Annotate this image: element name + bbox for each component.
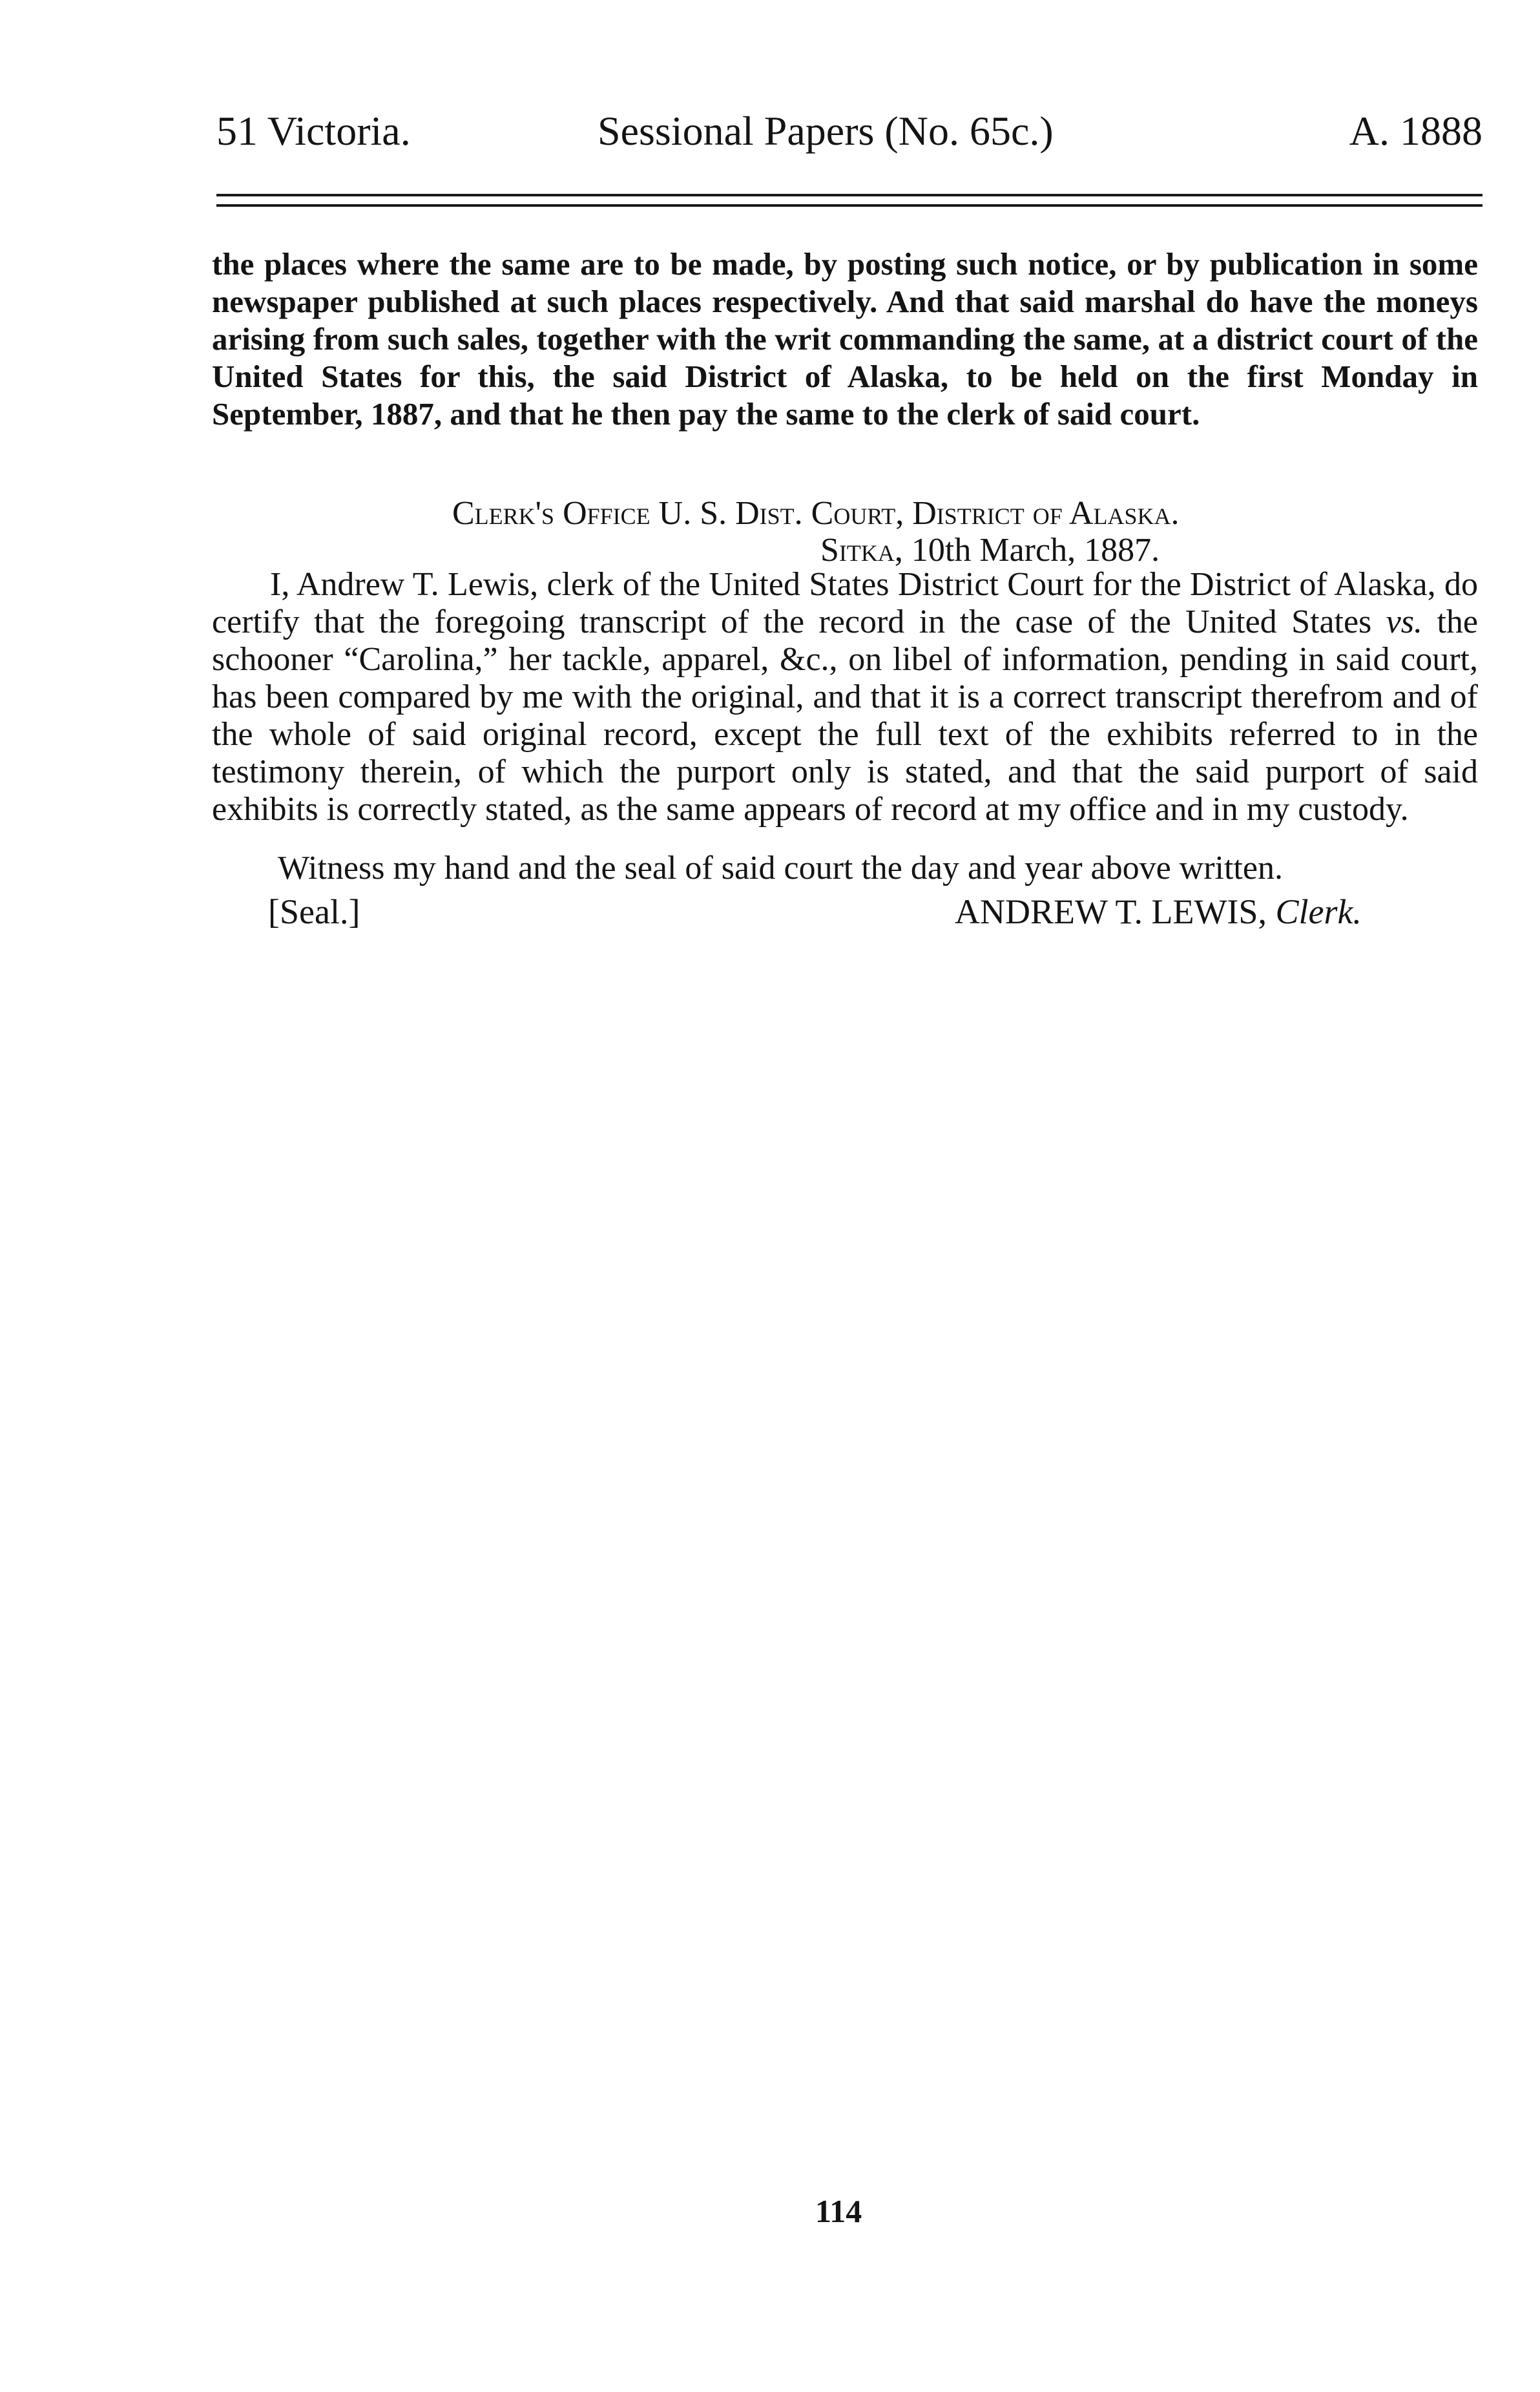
place-date-line <box>820 531 1160 570</box>
header-sessional-papers: Sessional Papers (No. 65c.) <box>598 108 1054 154</box>
header-rule-thin <box>216 204 1483 207</box>
header-session: 51 Victoria. <box>216 108 411 154</box>
header-year: A. 1888 <box>1349 108 1483 154</box>
paragraph-marshal-order: the places where the same are to be made, by posting such notice, or by publication in some newspaper published at such places respectively. And that said marshal do have the moneys arising from such sales, together with the writ commanding the same, at a district court of the United States for this, the said District of Alaska, to be held on the first Monday in September, 1887, and that he then pay the same to the clerk of said court. <box>212 246 1478 432</box>
certification-text-part2: the schooner “Carolina,” her tackle, apparel, &c., on libel of information, pending in said court, has been compared by me with the original, and that it is a correct transcript therefrom and of the whole of said original record, except the full text of the exhibits referred to in the testimony therein, of which the purport only is stated, and that the said purport of said exhibits is correctly stated, as the same appears of record at my office and in my custody. <box>212 603 1478 828</box>
place-name: Sitka, <box>820 532 903 569</box>
clerk-signature <box>955 892 1362 932</box>
page-number: 114 <box>815 2193 862 2229</box>
certification-paragraph <box>212 566 1478 828</box>
header-rule-thick <box>216 194 1483 196</box>
seal-mark: [Seal.] <box>268 892 360 931</box>
running-head <box>216 109 1483 154</box>
versus-abbrev: vs. <box>1386 603 1423 640</box>
clerk-office-heading: Clerk's Office U. S. Dist. Court, District of Alaska. <box>452 495 1180 532</box>
witness-line: Witness my hand and the seal of said court the day and year above written. <box>278 850 1283 887</box>
certification-date: 10th March, 1887. <box>911 532 1160 569</box>
signatory-title: Clerk. <box>1275 892 1362 931</box>
signatory-name: ANDREW T. LEWIS, <box>955 892 1267 931</box>
certification-text-part1: I, Andrew T. Lewis, clerk of the United States District Court for the District of Alaska, do certify that the foregoing transcript of the record in the case of the United States <box>212 566 1478 640</box>
